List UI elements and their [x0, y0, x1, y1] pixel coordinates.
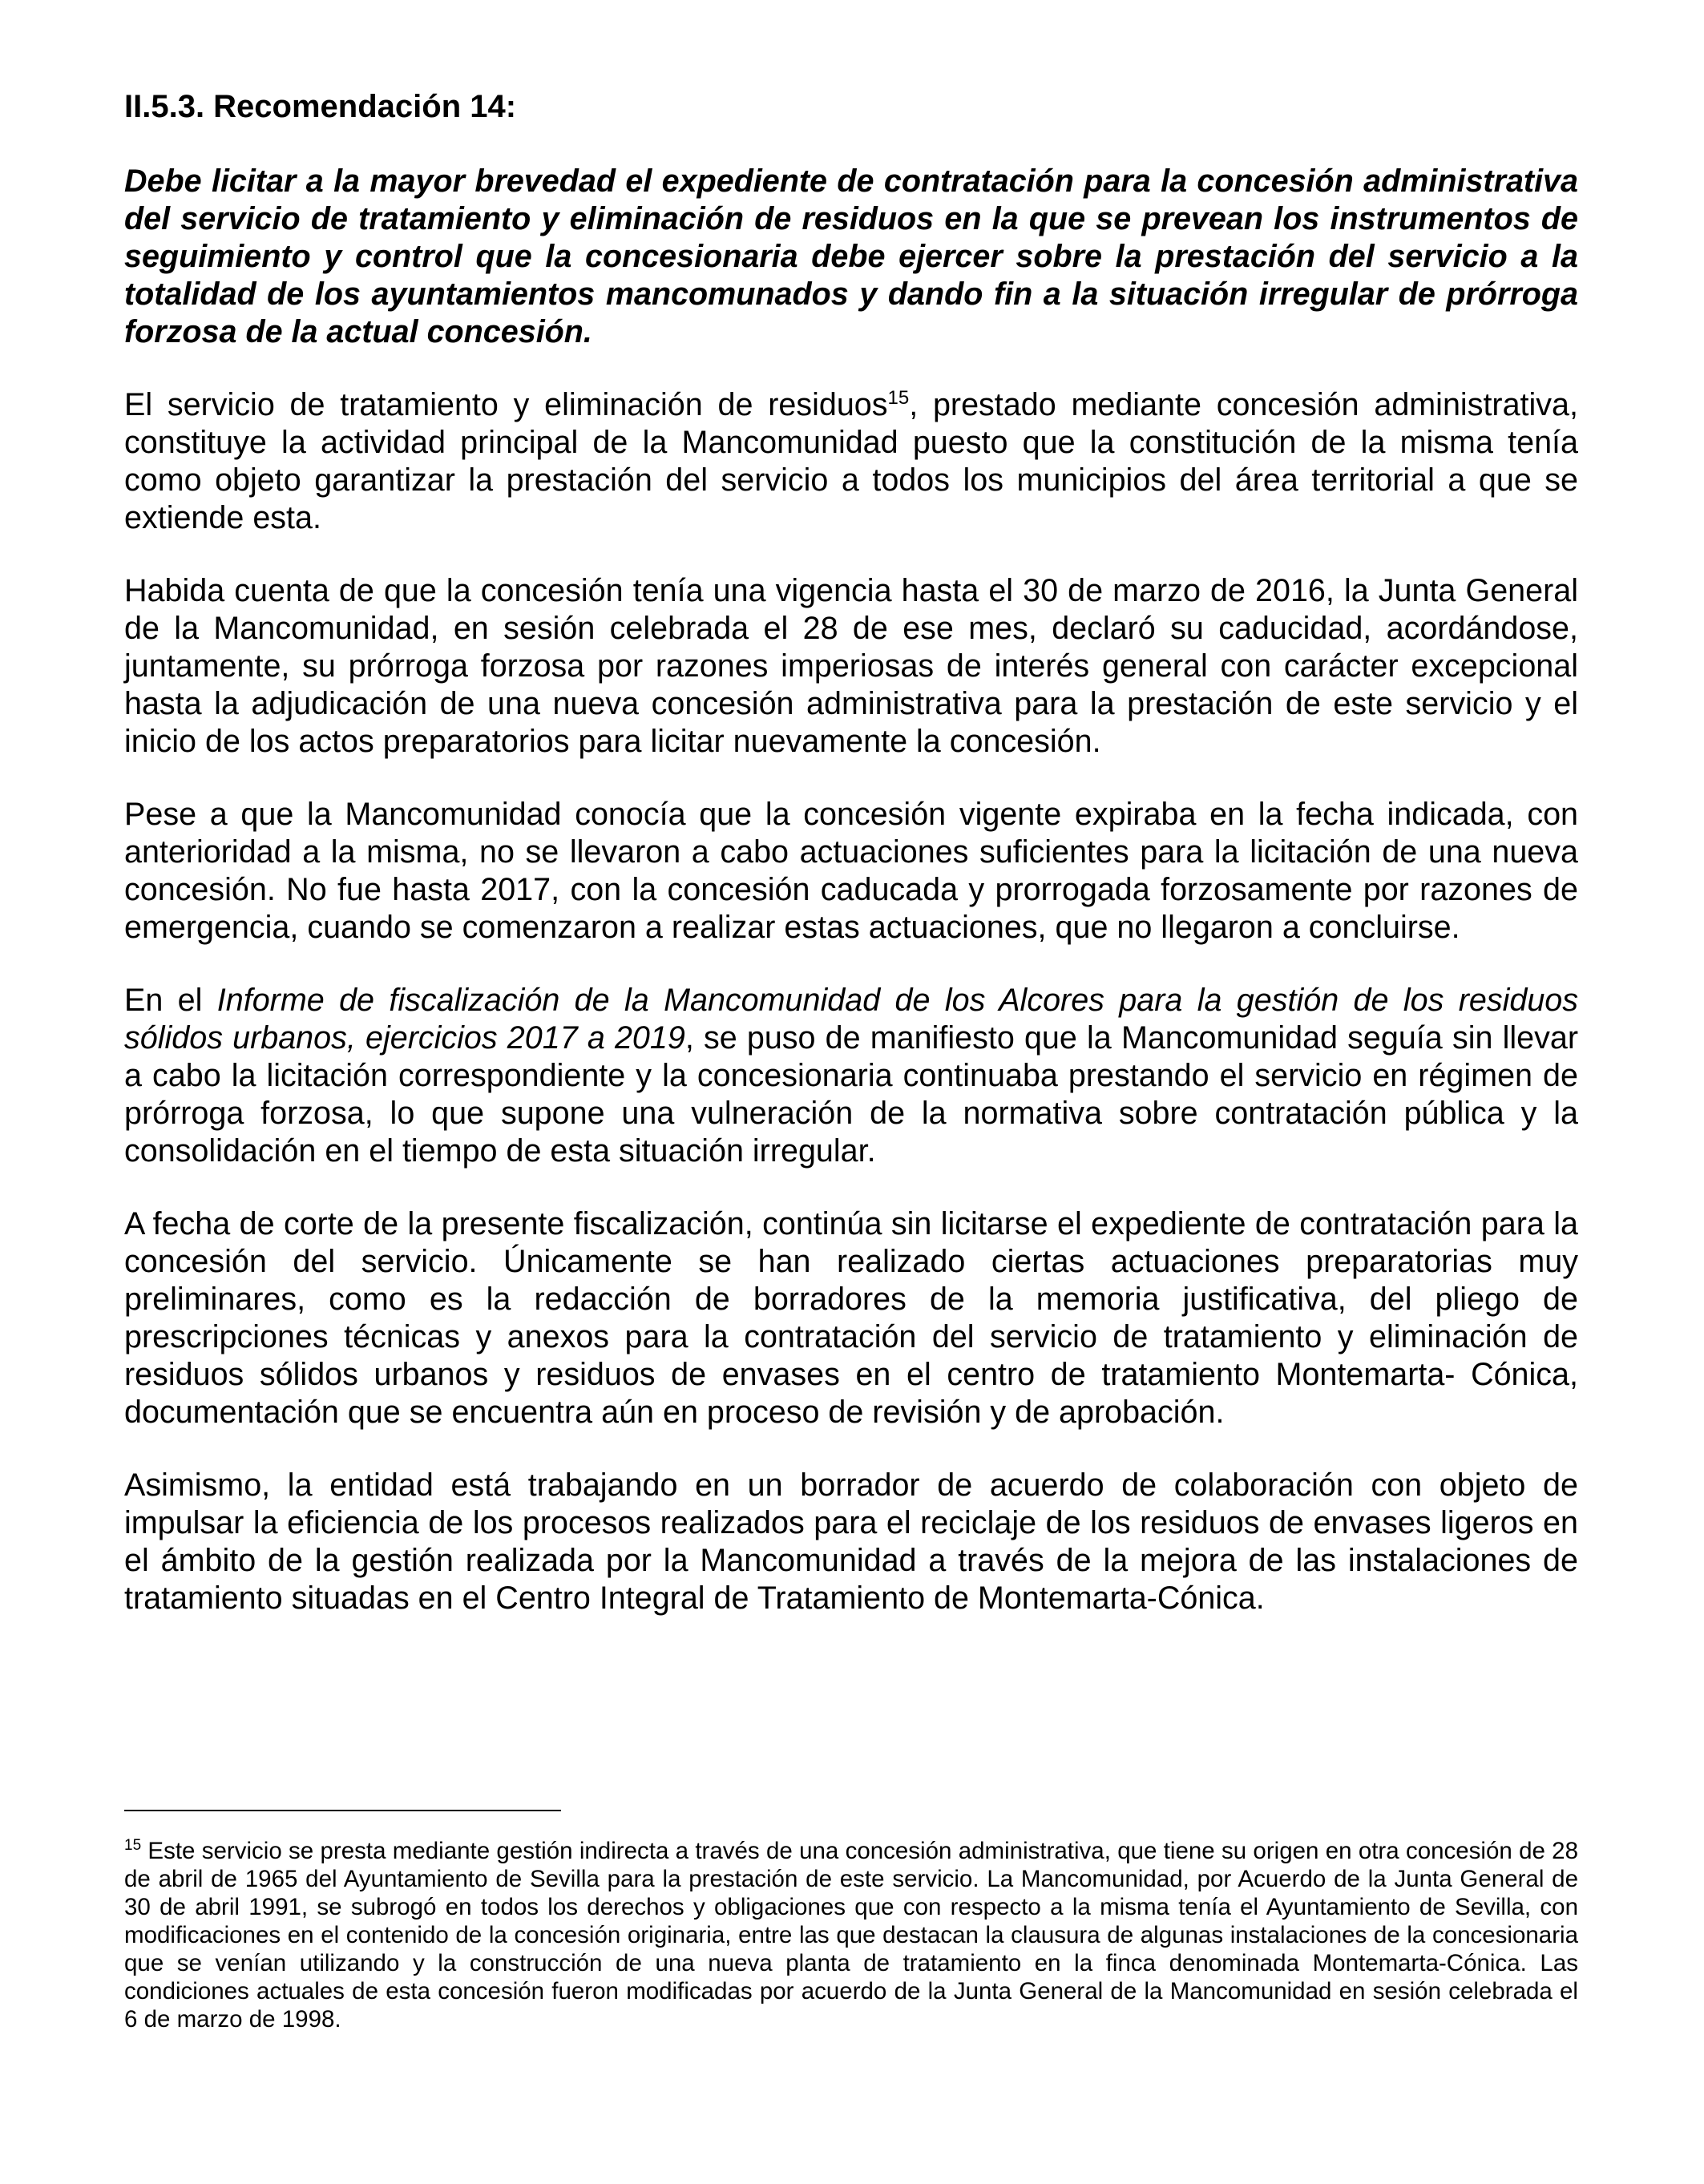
paragraph-concession-validity: Habida cuenta de que la concesión tenía una vigencia hasta el 30 de marzo de 2016, la Junta General de la Mancomunidad, en sesión celebrada el 28 de ese mes, declaró su caducidad, acordándose, juntamente, su prórroga forzosa por razones imperiosas de interés general con carácter excepcional hasta la adjudicación de una nueva concesión administrativa para la prestación de este servicio y el inicio de los actos preparatorios para licitar nuevamente la concesión. — [124, 573, 1578, 759]
footnote-reference[interactable]: 15 — [887, 386, 910, 409]
footnote-15 — [124, 1837, 1578, 2033]
footnote-text: Este servicio se presta mediante gestión indirecta a través de una concesión administrativa, que tiene su origen en otra concesión de 28 de abril de 1965 del Ayuntamiento de Sevilla para la prestación de este servicio. La Mancomunidad, por Acuerdo de la Junta General de 30 de abril 1991, se subrogó en todos los derechos y obligaciones que con respecto a la misma tenía el Ayuntamiento de Sevilla, con modificaciones en el contenido de la concesión originaria, entre las que destacan la clausura de algunas instalaciones de la concesionaria que se venían utilizando y la construcción de una nueva planta de tratamiento en la finca denominada Montemarta-Cónica. Las condiciones actuales de esta concesión fueron modificadas por acuerdo de la Junta General de la Mancomunidad en sesión celebrada el 6 de marzo de 1998. — [124, 1838, 1578, 2033]
paragraph-text: En el — [124, 983, 217, 1018]
paragraph-collaboration-agreement: Asimismo, la entidad está trabajando en un borrador de acuerdo de colaboración con objeto de impulsar la eficiencia de los procesos realizados para el reciclaje de los residuos de envases ligeros en el ámbito de la gestión realizada por la Mancomunidad a través de la mejora de las instalaciones de tratamiento situadas en el Centro Integral de Tratamiento de Montemarta-Cónica. — [124, 1467, 1578, 1616]
paragraph-text: , prestado mediante concesión administrativa, constituye la actividad principal de la Mancomunidad puesto que la constitución de la misma tenía como objeto garantizar la prestación del servicio a todos los municipios del área territorial a que se extiende esta. — [124, 387, 1578, 535]
paragraph-previous-report — [124, 982, 1578, 1170]
document-body — [124, 87, 1578, 1653]
recommendation-text: Debe licitar a la mayor brevedad el expediente de contratación para la concesión administrativa del servicio de tratamiento y eliminación de residuos en la que se prevean los instrumentos de seguimiento y control que la concesionaria debe ejercer sobre la prestación del servicio a la totalidad de los ayuntamientos mancomunados y dando fin a la situación irregular de prórroga forzosa de la actual concesión. — [124, 163, 1578, 349]
footnote-number: 15 — [124, 1837, 142, 1855]
paragraph-tender-delay: Pese a que la Mancomunidad conocía que la concesión vigente expiraba en la fecha indicada, con anterioridad a la misma, no se llevaron a cabo actuaciones suficientes para la licitación de una nueva concesión. No fue hasta 2017, con la concesión caducada y prorrogada forzosamente por razones de emergencia, cuando se comenzaron a realizar estas actuaciones, que no llegaron a concluirse. — [124, 797, 1578, 945]
paragraph-service-overview — [124, 386, 1578, 537]
paragraph-current-status: A fecha de corte de la presente fiscalización, continúa sin licitarse el expediente de contratación para la concesión del servicio. Únicamente se han realizado ciertas actuaciones preparatorias muy preliminares, como es la redacción de borradores de la memoria justificativa, del pliego de prescripciones técnicas y anexos para la contratación del servicio de tratamiento y eliminación de residuos sólidos urbanos y residuos de envases en el centro de tratamiento Montemarta- Cónica, documentación que se encuentra aún en proceso de revisión y de aprobación. — [124, 1206, 1578, 1430]
paragraph-text: El servicio de tratamiento y eliminación de residuos — [124, 387, 888, 422]
report-title: Informe de fiscalización de la Mancomunidad de los Alcores para la gestión de los residuos sólidos urbanos, ejercicios 2017 a 2019 — [124, 983, 1578, 1056]
footnote-separator — [124, 1810, 561, 1811]
paragraph-text: , se puso de manifiesto que la Mancomunidad seguía sin llevar a cabo la licitación correspondiente y la concesionaria continuaba prestando el servicio en régimen de prórroga forzosa, lo que supone una vulneración de la normativa sobre contratación pública y la consolidación en el tiempo de esta situación irregular. — [124, 1020, 1578, 1169]
section-heading: II.5.3. Recomendación 14: — [124, 89, 517, 124]
